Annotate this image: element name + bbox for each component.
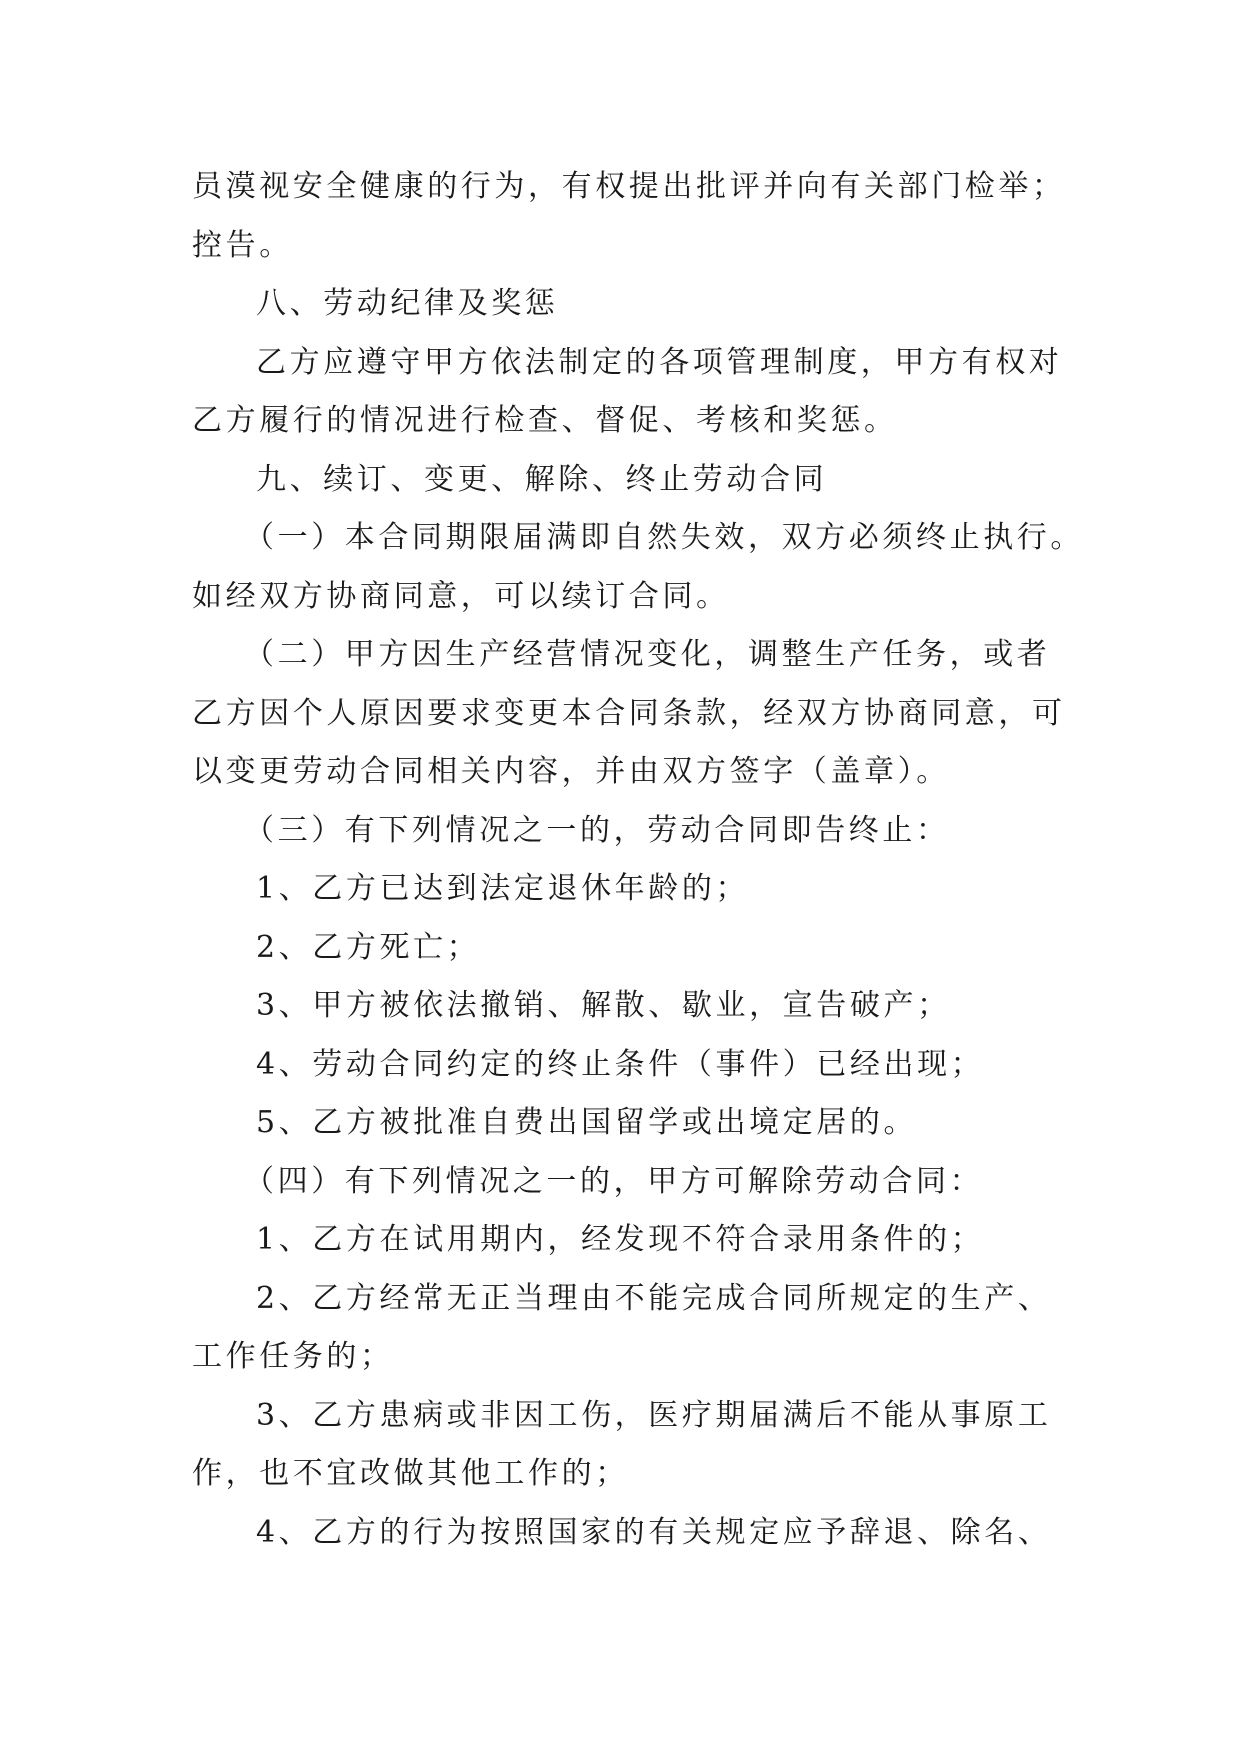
body-line: 乙方应遵守甲方依法制定的各项管理制度，甲方有权对 [256, 344, 1063, 380]
body-line: 乙方履行的情况进行检查、督促、考核和奖惩。 [192, 403, 898, 438]
list-item: 2、乙方死亡； [256, 929, 481, 965]
list-item: 2、乙方经常无正当理由不能完成合同所规定的生产、 [256, 1280, 1052, 1316]
section-heading: 八、劳动纪律及奖惩 [256, 286, 559, 321]
list-item: 5、乙方被批准自费出国留学或出境定居的。 [256, 1105, 918, 1140]
list-item: 4、乙方的行为按照国家的有关规定应予辞退、除名、 [256, 1514, 1052, 1550]
clause-line: （三）有下列情况之一的，劳动合同即告终止： [244, 812, 950, 848]
contract-text [192, 158, 1084, 1562]
body-line: 以变更劳动合同相关内容，并由双方签字（盖章）。 [192, 754, 950, 789]
clause-line: （四）有下列情况之一的，甲方可解除劳动合同： [244, 1163, 984, 1199]
body-line: 乙方因个人原因要求变更本合同条款，经双方协商同意，可 [192, 695, 1066, 731]
clause-line: （一）本合同期限届满即自然失效，双方必须终止执行。 [244, 520, 1084, 555]
list-item: 1、乙方在试用期内，经发现不符合录用条件的； [256, 1222, 985, 1257]
body-line: 工作任务的； [192, 1339, 394, 1374]
section-heading: 九、续订、变更、解除、终止劳动合同 [256, 461, 828, 497]
body-line: 控告。 [192, 227, 293, 263]
body-line: 作，也不宜改做其他工作的； [192, 1456, 629, 1491]
list-item: 1、乙方已达到法定退休年龄的； [256, 871, 750, 906]
clause-line: （二）甲方因生产经营情况变化，调整生产任务，或者 [244, 637, 1051, 672]
list-item: 3、乙方患病或非因工伤，医疗期届满后不能从事原工 [256, 1397, 1052, 1433]
list-item: 3、甲方被依法撤销、解散、歇业，宣告破产； [256, 988, 951, 1023]
body-line: 如经双方协商同意，可以续订合同。 [192, 578, 730, 614]
list-item: 4、劳动合同约定的终止条件（事件）已经出现； [256, 1046, 985, 1082]
body-line: 员漠视安全健康的行为，有权提出批评并向有关部门检举； [192, 169, 1066, 204]
